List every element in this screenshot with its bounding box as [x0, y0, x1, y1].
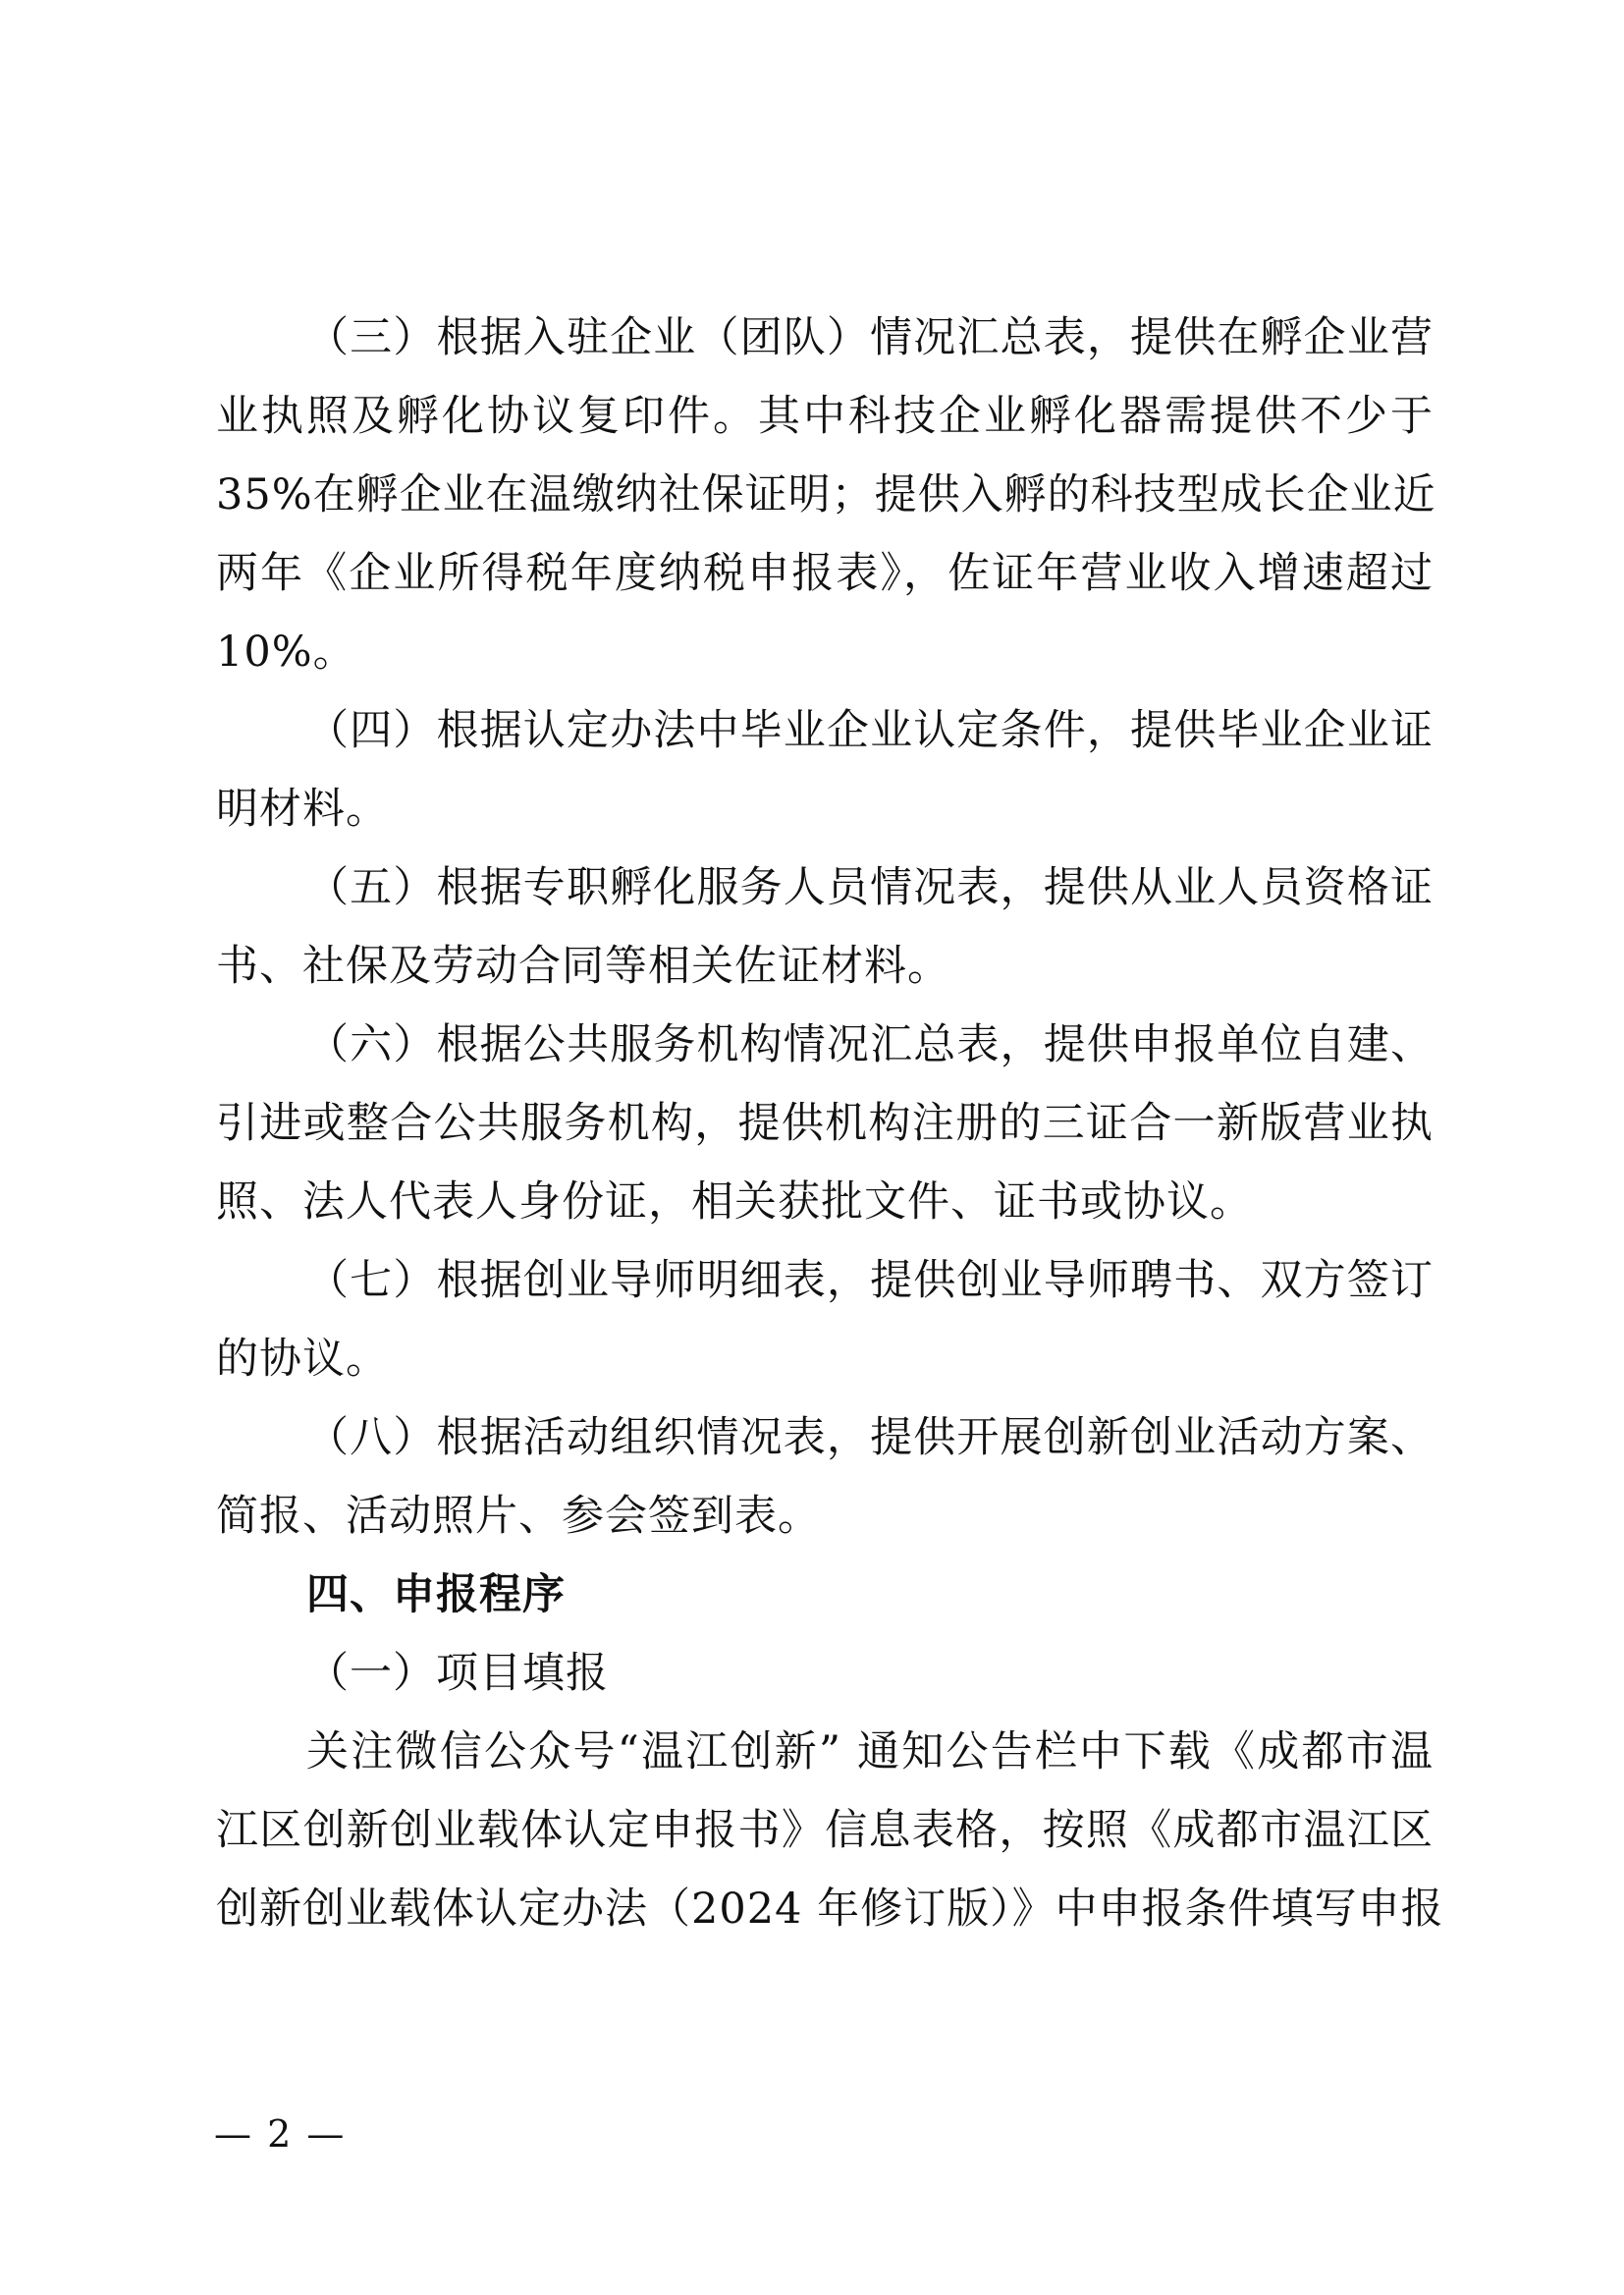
subsection-heading-1: （一）项目填报 — [306, 1649, 609, 1698]
paragraph-4-line-1: （四）根据认定办法中毕业企业认定条件，提供毕业企业证 — [306, 706, 1434, 755]
paragraph-9-line-3: 创新创业载体认定办法（2024 年修订版）》中申报条件填写申报 — [216, 1885, 1444, 1934]
paragraph-8-line-1: （八）根据活动组织情况表，提供开展创新创业活动方案、 — [306, 1413, 1434, 1462]
paragraph-5-line-2: 书、社保及劳动合同等相关佐证材料。 — [216, 942, 950, 991]
paragraph-6-line-1: （六）根据公共服务机构情况汇总表，提供申报单位自建、 — [306, 1020, 1434, 1069]
paragraph-8-line-2: 简报、活动照片、参会签到表。 — [216, 1492, 821, 1541]
paragraph-7-line-2: 的协议。 — [216, 1335, 389, 1384]
paragraph-3-line-2: 业执照及孵化协议复印件。其中科技企业孵化器需提供不少于 — [216, 392, 1434, 441]
paragraph-7-line-1: （七）根据创业导师明细表，提供创业导师聘书、双方签订 — [306, 1256, 1434, 1305]
paragraph-3-line-1: （三）根据入驻企业（团队）情况汇总表，提供在孵企业营 — [306, 313, 1434, 362]
paragraph-6-line-3: 照、法人代表人身份证，相关获批文件、证书或协议。 — [216, 1177, 1253, 1227]
paragraph-4-line-2: 明材料。 — [216, 785, 389, 834]
paragraph-6-line-2: 引进或整合公共服务机构，提供机构注册的三证合一新版营业执 — [216, 1099, 1434, 1148]
paragraph-3-line-4: 两年《企业所得税年度纳税申报表》，佐证年营业收入增速超过 — [216, 549, 1434, 598]
paragraph-9-line-2: 江区创新创业载体认定申报书》信息表格，按照《成都市温江区 — [216, 1806, 1434, 1855]
paragraph-5-line-1: （五）根据专职孵化服务人员情况表，提供从业人员资格证 — [306, 863, 1434, 912]
page-number: — 2 — — [214, 2112, 347, 2156]
paragraph-3-line-5: 10%。 — [216, 628, 356, 677]
section-heading-4: 四、申报程序 — [306, 1570, 566, 1619]
paragraph-3-line-3: 35%在孵企业在温缴纳社保证明；提供入孵的科技型成长企业近 — [216, 470, 1436, 519]
paragraph-9-line-1: 关注微信公众号“温江创新” 通知公告栏中下载《成都市温 — [306, 1727, 1434, 1776]
